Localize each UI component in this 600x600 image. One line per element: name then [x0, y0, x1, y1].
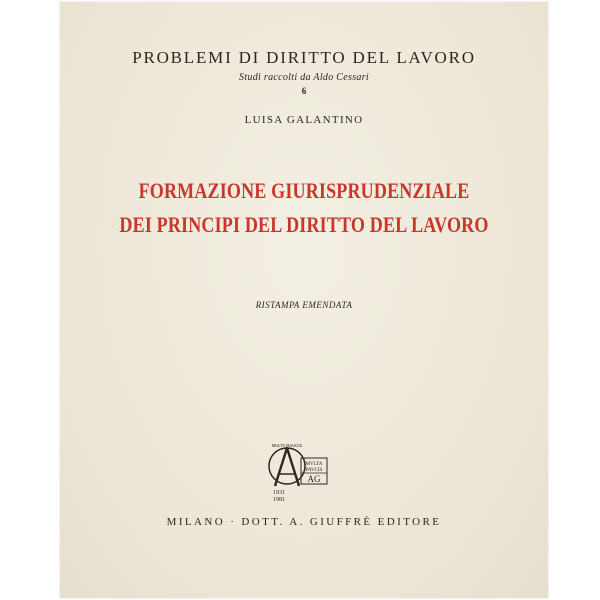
series-number: 6	[301, 86, 307, 96]
publisher-logo-icon	[265, 442, 347, 508]
book-title-line-1: FORMAZIONE GIURISPRUDENZIALE	[138, 178, 470, 203]
author-name: LUISA GALANTINO	[244, 114, 364, 126]
series-title: PROBLEMI DI DIRITTO DEL LAVORO	[132, 48, 476, 67]
logo-motto-1: MVLTA	[305, 462, 323, 467]
book-title-line-2: DEI PRINCIPI DEL DIRITTO DEL LAVORO	[119, 212, 489, 237]
publisher-imprint: MILANO · DOTT. A. GIUFFRÈ EDITORE	[166, 516, 442, 528]
logo-initials: AG	[307, 474, 321, 484]
series-subtitle: Studi raccolti da Aldo Cessari	[239, 72, 369, 83]
logo-motto-2: PAVCIS	[305, 468, 323, 473]
logo-motto-top: MULTA RAUCIS	[271, 443, 303, 448]
logo-year-start: 1931	[273, 490, 285, 496]
edition-note: RISTAMPA EMENDATA	[255, 300, 353, 310]
logo-year-end: 1981	[273, 497, 285, 503]
book-cover	[60, 2, 548, 598]
